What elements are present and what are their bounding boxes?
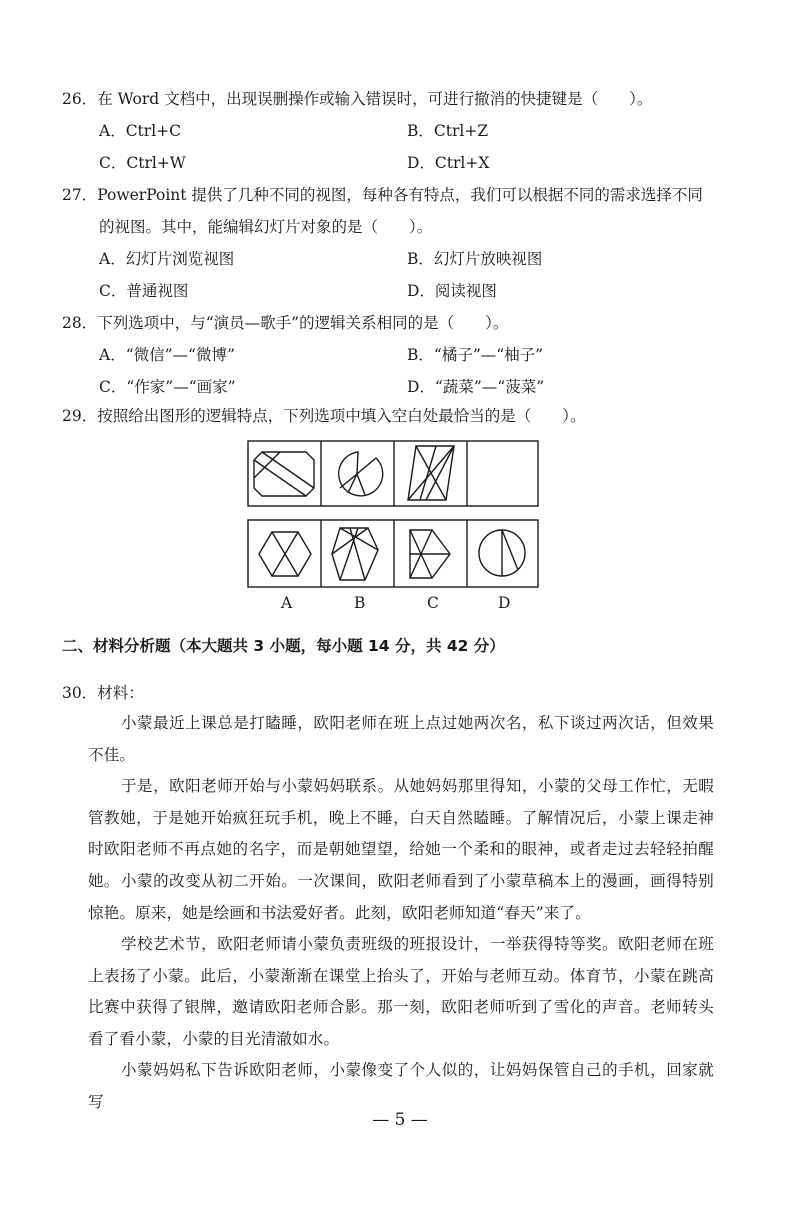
q26-option-a: A．Ctrl+C bbox=[99, 122, 181, 140]
q30-title: 30．材料： bbox=[62, 684, 144, 702]
q27-option-a: A．幻灯片浏览视图 bbox=[99, 250, 235, 268]
q28-option-b: B．“橘子”—“柚子” bbox=[407, 346, 544, 364]
q27-option-d: D．阅读视图 bbox=[407, 282, 497, 300]
q27-option-c: C．普通视图 bbox=[99, 282, 189, 300]
page-number: — 5 — bbox=[372, 1110, 428, 1130]
q30-paragraph-1: 小蒙最近上课总是打瞌睡，欧阳老师在班上点过她两次名，私下谈过两次话，但效果不佳。 bbox=[88, 714, 714, 764]
question-shape-2 bbox=[339, 452, 383, 496]
q26-stem: 26．在 Word 文档中，出现误删操作或输入错误时，可进行撤消的快捷键是（ ）。 bbox=[62, 90, 653, 108]
option-shape-c bbox=[410, 530, 450, 578]
q29-stem: 29．按照给出图形的逻辑特点，下列选项中填入空白处最恰当的是（ ）。 bbox=[62, 407, 586, 425]
q26-option-d: D．Ctrl+X bbox=[407, 154, 490, 172]
q30-paragraph-4: 学校艺术节，欧阳老师请小蒙负责班级的班报设计，一举获得特等奖。欧阳老师在班上表扬了小蒙。此后，小蒙渐渐在课堂上抬头了，开始与老师互动。体育节，小蒙在跳高比赛中获得了银牌，邀请欧阳老师合影。那一刻，欧阳老师听到了雪化的声音。老师转头看了看小蒙，小蒙的目光清澈如水。 bbox=[88, 935, 714, 1048]
q26-option-c: C．Ctrl+W bbox=[99, 154, 186, 172]
q28-option-d: D．“蔬菜”—“菠菜” bbox=[407, 378, 545, 396]
q27-stem-line2: 的视图。其中，能编辑幻灯片对象的是（ ）。 bbox=[99, 218, 433, 236]
answer-figure-row bbox=[248, 520, 538, 587]
q29-label-a: A bbox=[281, 594, 293, 612]
section-heading: 二、材料分析题（本大题共 3 小题，每小题 14 分，共 42 分） bbox=[62, 637, 505, 655]
q30-paragraph-5: 小蒙妈妈私下告诉欧阳老师，小蒙像变了个人似的，让妈妈保管自己的手机，回家就写 bbox=[88, 1061, 714, 1111]
q29-label-b: B bbox=[354, 594, 366, 612]
q30-paragraph-3: 小蒙的改变从初二开始。一次课间，欧阳老师看到了小蒙草稿本上的漫画，画得特别惊艳。原来，她是绘画和书法爱好者。此刻，欧阳老师知道“春天”来了。 bbox=[88, 872, 714, 922]
option-shape-a bbox=[259, 532, 311, 576]
question-figure-row bbox=[248, 441, 538, 506]
option-shape-d bbox=[479, 530, 525, 576]
q29-label-d: D bbox=[498, 594, 511, 612]
q26-option-b: B．Ctrl+Z bbox=[407, 122, 489, 140]
q28-stem: 28．下列选项中，与“演员—歌手”的逻辑关系相同的是（ ）。 bbox=[62, 314, 509, 332]
q27-option-b: B．幻灯片放映视图 bbox=[407, 250, 543, 268]
question-shape-3 bbox=[408, 446, 454, 500]
q30-paragraph-2: 于是，欧阳老师开始与小蒙妈妈联系。从她妈妈那里得知，小蒙的父母工作忙，无暇管教她，于是她开始疯狂玩手机，晚上不睡，白天自然瞌睡。了解情况后，小蒙上课走神时欧阳老师不再点她的名字，而是朝她望望，给她一个柔和的眼神，或者走过去轻轻拍醒她。 bbox=[88, 777, 714, 890]
option-shape-b bbox=[332, 528, 378, 580]
answer-row-frame bbox=[248, 520, 538, 587]
q27-stem-line1: 27．PowerPoint 提供了几种不同的视图，每种各有特点，我们可以根据不同的需求选择不同 bbox=[62, 186, 703, 204]
question-shape-1 bbox=[254, 452, 314, 496]
q28-option-c: C．“作家”—“画家” bbox=[99, 378, 236, 396]
q29-label-c: C bbox=[427, 594, 439, 612]
q28-option-a: A．“微信”—“微博” bbox=[99, 346, 235, 364]
